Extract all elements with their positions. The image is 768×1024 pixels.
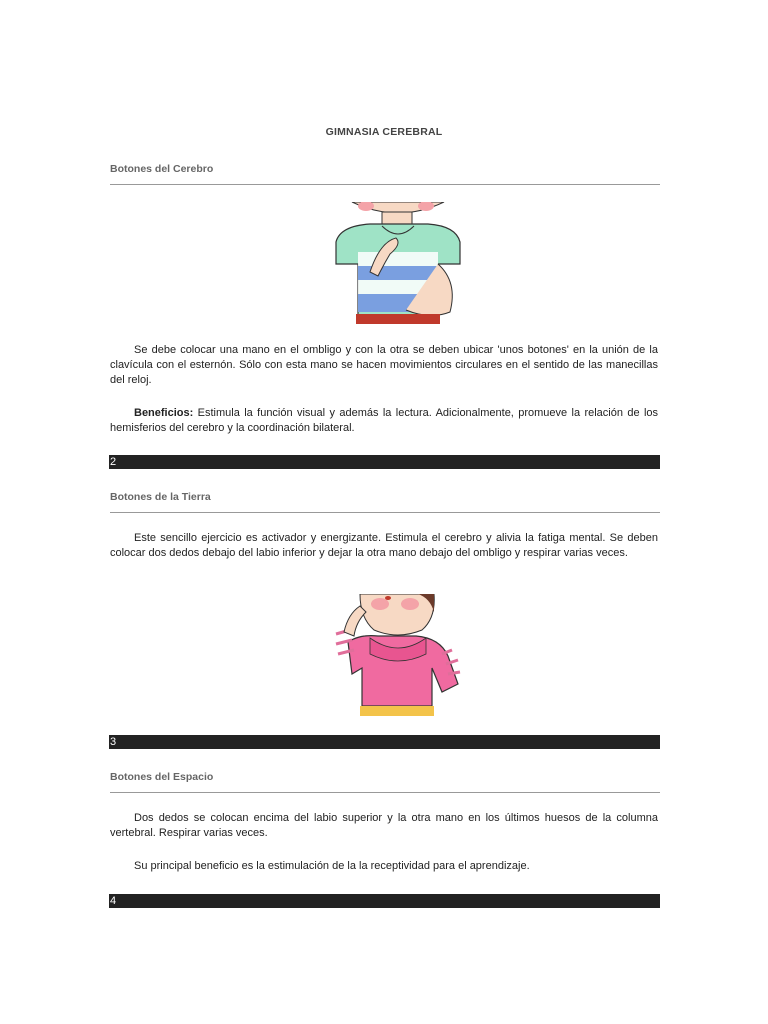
page-number: 4	[110, 895, 117, 907]
page-number: 3	[110, 736, 117, 748]
section-divider	[110, 512, 660, 513]
document-title: GIMNASIA CEREBRAL	[325, 126, 443, 138]
paragraph-text: Dos dedos se colocan encima del labio superior y la otra mano en los últimos huesos de la columna vertebral. Respirar varias veces.	[110, 812, 658, 839]
benefits-label: Beneficios:	[134, 407, 194, 419]
section-heading-botones-espacio: Botones del Espacio	[110, 771, 214, 783]
section-heading-botones-cerebro: Botones del Cerebro	[110, 163, 214, 175]
page-number: 2	[110, 456, 117, 468]
section-paragraph	[110, 343, 658, 388]
section-divider	[110, 792, 660, 793]
page-number-bar	[109, 894, 660, 908]
section-divider	[110, 184, 660, 185]
section-paragraph	[110, 859, 658, 874]
paragraph-text: Su principal beneficio es la estimulación de la la receptividad para el aprendizaje.	[134, 860, 530, 872]
child-touching-collarbone-illustration	[330, 202, 466, 324]
page-number-bar	[109, 455, 660, 469]
paragraph-text: Este sencillo ejercicio es activador y energizante. Estimula el cerebro y alivia la fatiga mental. Se deben colocar dos dedos debajo del labio inferior y dejar la otra mano debajo del ombligo y respirar varias veces.	[110, 532, 658, 559]
child-touching-lip-illustration	[330, 594, 464, 716]
section-paragraph	[110, 811, 658, 841]
section-paragraph	[110, 531, 658, 561]
paragraph-text: Se debe colocar una mano en el ombligo y con la otra se deben ubicar 'unos botones' en la unión de la clavícula con el esternón. Sólo con esta mano se hacen movimientos circulares en el sentido de las manecillas del reloj.	[110, 344, 658, 386]
section-heading-botones-tierra: Botones de la Tierra	[110, 491, 211, 503]
benefits-paragraph	[110, 406, 658, 436]
benefits-text: Estimula la función visual y además la lectura. Adicionalmente, promueve la relación de los hemisferios del cerebro y la coordinación bilateral.	[110, 407, 658, 434]
page-number-bar	[109, 735, 660, 749]
